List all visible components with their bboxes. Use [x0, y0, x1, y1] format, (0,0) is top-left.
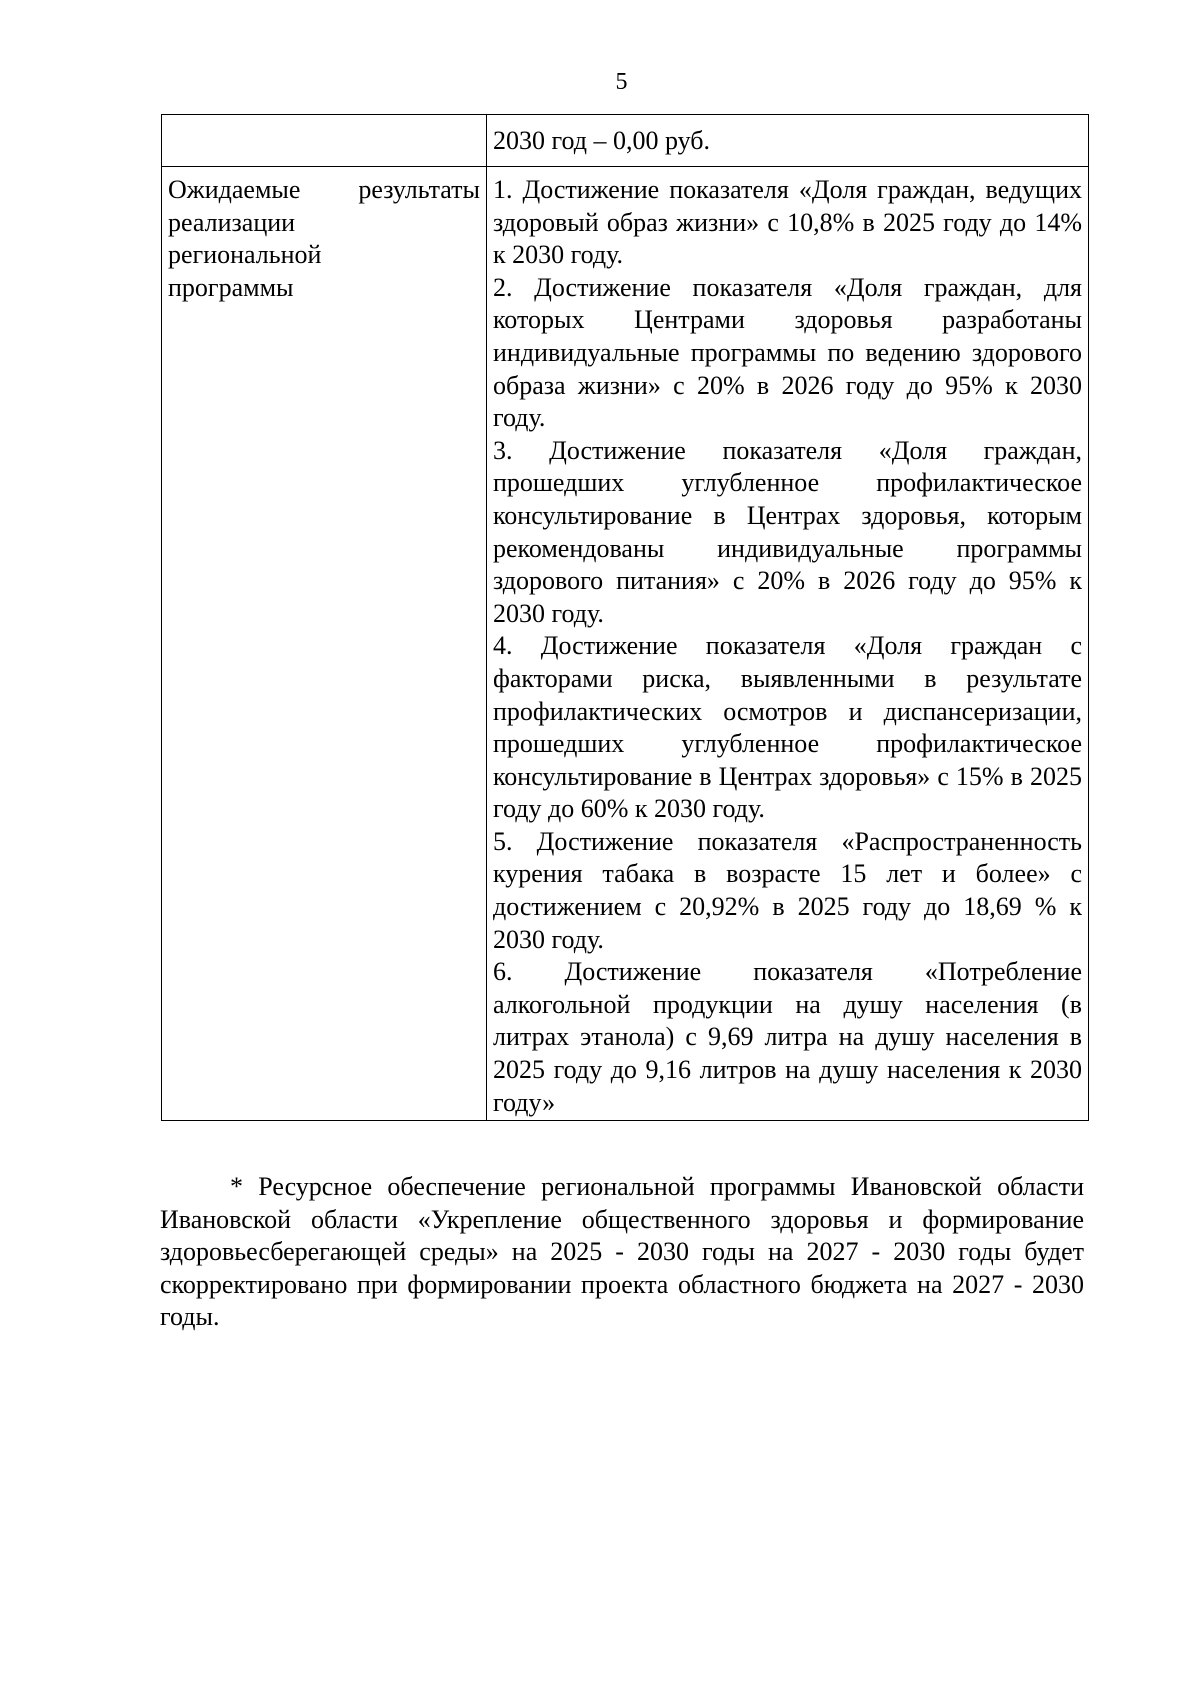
result-item: 2. Достижение показателя «Доля граждан, для которых Центрами здоровья разработаны индивидуальные программы по ведению здорового образа жизни» с 20% в 2026 году до 95% к 2030 году.: [493, 272, 1082, 433]
row-label-line: региональной: [168, 240, 322, 270]
program-passport-table: [161, 114, 1089, 1121]
table-cell-empty: [162, 115, 487, 167]
row-label-line: программы: [168, 272, 294, 302]
table-row: [162, 167, 1089, 1121]
row-label-line: Ожидаемые результаты: [168, 175, 480, 204]
row-label-line: реализации: [168, 207, 296, 237]
result-item: 1. Достижение показателя «Доля граждан, ведущих здоровый образ жизни» с 10,8% в 2025 году до 14% к 2030 году.: [493, 175, 1082, 270]
page-number: 5: [615, 69, 628, 95]
result-item: 6. Достижение показателя «Потребление алкогольной продукции на душу населения (в литрах этанола) с 9,69 литра на душу населения в 2025 году до 9,16 литров на душу населения к 2030 году»: [493, 957, 1082, 1117]
expected-results-list-cell: [487, 167, 1089, 1121]
expected-results-label-cell: [162, 167, 487, 1121]
funding-2030-cell: 2030 год – 0,00 руб.: [487, 115, 1089, 167]
result-item: 3. Достижение показателя «Доля граждан, прошедших углубленное профилактическое консультирование в Центрах здоровья, которым рекомендованы индивидуальные программы здорового питания» с 20% в 2026 году до 95% к 2030 году.: [493, 435, 1082, 628]
footnote: * Ресурсное обеспечение региональной программы Ивановской области Ивановской области «Укрепление общественного здоровья и формирование здоровьесберегающей среды» на 2025 - 2030 годы на 2027 - 2030 годы будет скорректировано при формировании проекта областного бюджета на 2027 - 2030 годы.: [160, 1172, 1084, 1332]
table-row: [162, 115, 1089, 167]
result-item: 5. Достижение показателя «Распространенность курения табака в возрасте 15 лет и более» с достижением с 20,92% в 2025 году до 18,69 % к 2030 году.: [493, 826, 1082, 954]
result-item: 4. Достижение показателя «Доля граждан с факторами риска, выявленными в результате профилактических осмотров и диспансеризации, прошедших углубленное профилактическое консультирование в Центрах здоровья» с 15% в 2025 году до 60% к 2030 году.: [493, 631, 1082, 824]
